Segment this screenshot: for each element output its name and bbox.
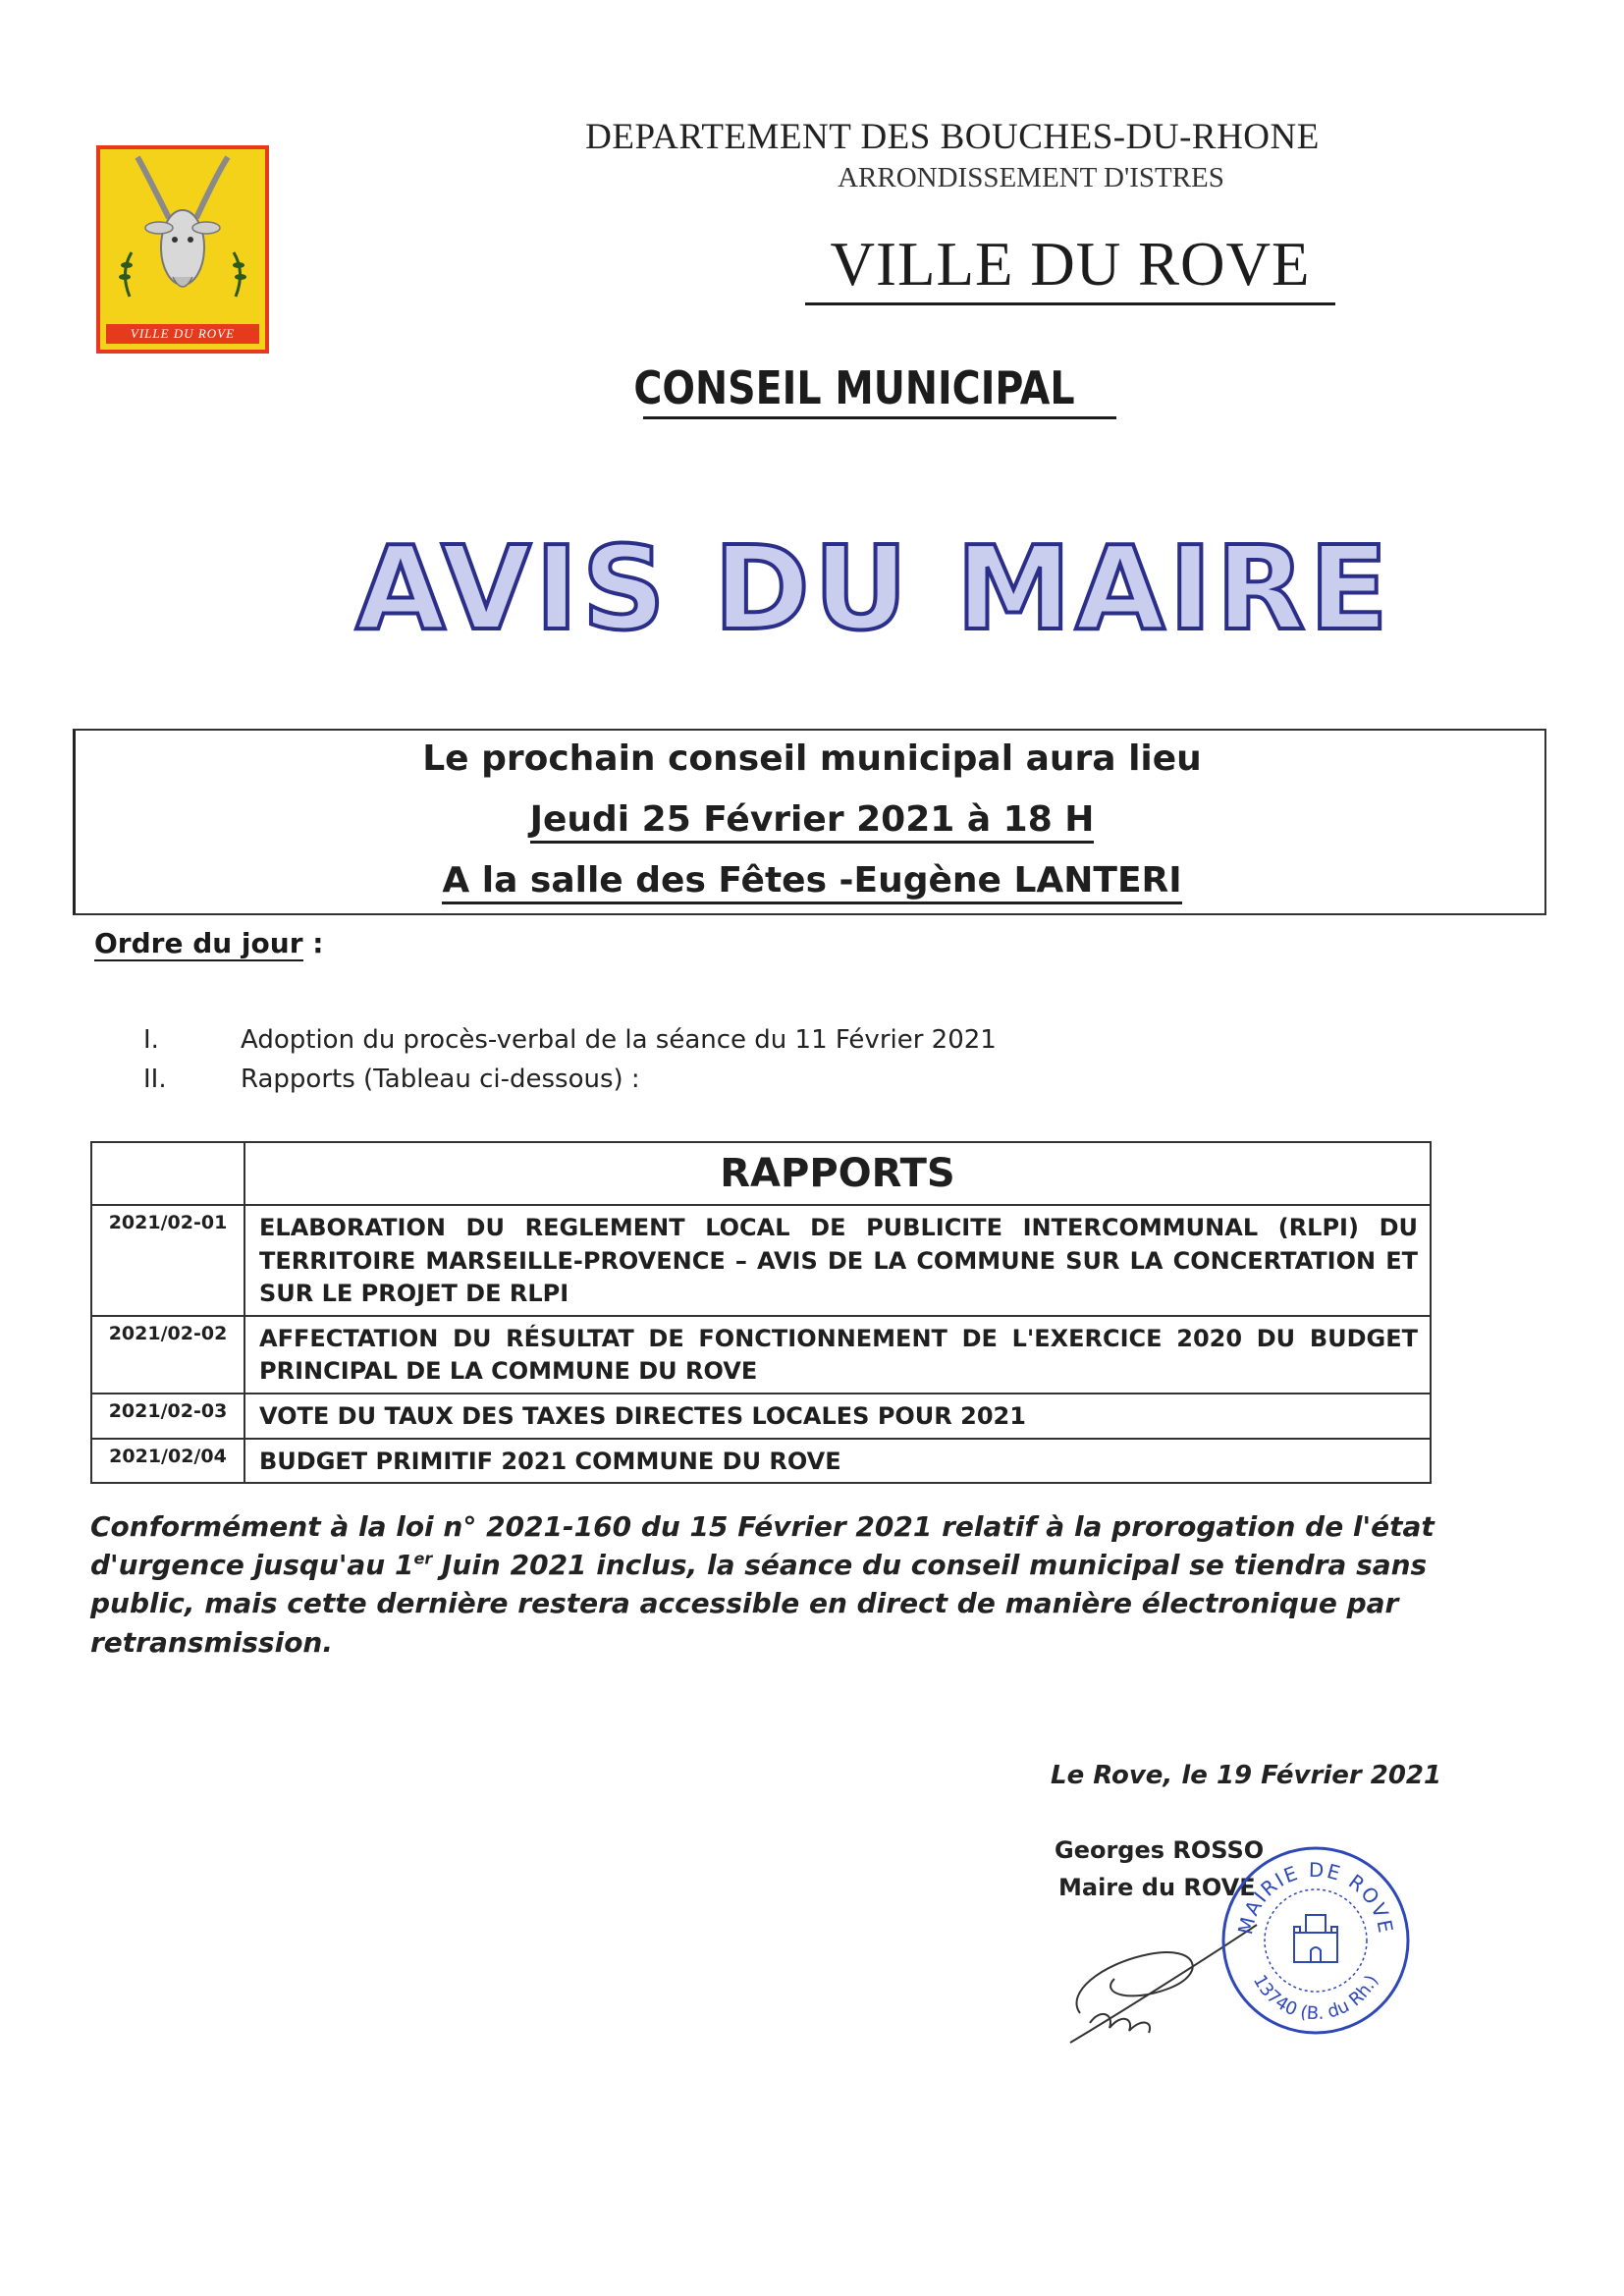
table-row (91, 1439, 1431, 1484)
official-stamp (1218, 1842, 1414, 2039)
agenda-heading-suffix: : (302, 927, 324, 959)
agenda-item-text: Adoption du procès-verbal de la séance du 11 Février 2021 (241, 1025, 997, 1055)
commune-logo (96, 145, 269, 354)
header-empty-cell (91, 1142, 244, 1205)
title-text: AVIS DU MAIRE (355, 520, 1392, 656)
agenda-item-number: I. (143, 1025, 159, 1055)
department-heading: DEPARTEMENT DES BOUCHES-DU-RHONE (585, 117, 1320, 157)
report-label: BUDGET PRIMITIF 2021 COMMUNE DU ROVE (244, 1439, 1431, 1484)
rapports-table (90, 1141, 1432, 1484)
agenda-heading (94, 927, 323, 959)
notice-line-2 (0, 799, 1624, 840)
document-date: Le Rove, le 19 Février 2021 (1051, 1761, 1442, 1790)
report-label: AFFECTATION DU RÉSULTAT DE FONCTIONNEMENT DE L'EXERCICE 2020 DU BUDGET PRINCIPAL DE LA COMMUNE DU ROVE (244, 1316, 1431, 1394)
conseil-heading: CONSEIL MUNICIPAL (633, 361, 1075, 414)
goat-emblem-icon (100, 149, 265, 322)
rapports-heading: RAPPORTS (244, 1142, 1431, 1205)
meeting-date: Jeudi 25 Février 2021 à 18 H (530, 799, 1095, 844)
agenda-item-text: Rapports (Tableau ci-dessous) : (241, 1065, 640, 1094)
page-title (355, 520, 1392, 658)
logo-caption: VILLE DU ROVE (106, 324, 259, 344)
meeting-place: A la salle des Fêtes -Eugène LANTERI (442, 860, 1181, 904)
stamp-bottom-text: 13740 (B. du Rh.) (1248, 1971, 1383, 2025)
notice-line-3 (0, 860, 1624, 901)
svg-text:13740 (B. du Rh.) (1249, 1972, 1382, 2025)
report-label: ELABORATION DU REGLEMENT LOCAL DE PUBLICITE INTERCOMMUNAL (RLPI) DU TERRITOIRE MARSEILLE-PROVENCE – AVIS DE LA COMMUNE SUR LA CONCERTATION ET SUR LE PROJET DE RLPI (244, 1205, 1431, 1316)
legal-text-part1: Conformément à la loi n° 2021-160 du 15 Février 2021 relatif à la prorogation de l'état d'urgence jusqu'au 1 (90, 1510, 1435, 1582)
report-label: VOTE DU TAUX DES TAXES DIRECTES LOCALES POUR 2021 (244, 1394, 1431, 1439)
ville-heading: VILLE DU ROVE (805, 229, 1335, 305)
table-row (91, 1205, 1431, 1316)
conseil-underline (643, 416, 1116, 419)
agenda-item-number: II. (143, 1065, 167, 1094)
table-row (91, 1316, 1431, 1394)
signatory-name: Georges ROSSO (1055, 1836, 1265, 1864)
table-header-row (91, 1142, 1431, 1205)
report-code: 2021/02-02 (91, 1316, 244, 1394)
table-row (91, 1394, 1431, 1439)
agenda-heading-label: Ordre du jour (94, 927, 303, 959)
castle-emblem-icon (1294, 1915, 1337, 1962)
legal-superscript: er (413, 1549, 433, 1568)
legal-text-part2: Juin 2021 inclus, la séance du conseil municipal se tiendra sans public, mais cette dernière restera accessible en direct de manière électronique par retransmission. (90, 1549, 1428, 1659)
signatory-title: Maire du ROVE (1058, 1874, 1256, 1901)
stamp-top-text: MAIRIE DE ROVE (1232, 1857, 1398, 1937)
report-code: 2021/02/04 (91, 1439, 244, 1484)
arrondissement-heading: ARRONDISSEMENT D'ISTRES (838, 162, 1224, 193)
report-code: 2021/02-01 (91, 1205, 244, 1316)
notice-line-1: Le prochain conseil municipal aura lieu (422, 738, 1202, 779)
legal-notice (90, 1507, 1485, 1662)
report-code: 2021/02-03 (91, 1394, 244, 1439)
